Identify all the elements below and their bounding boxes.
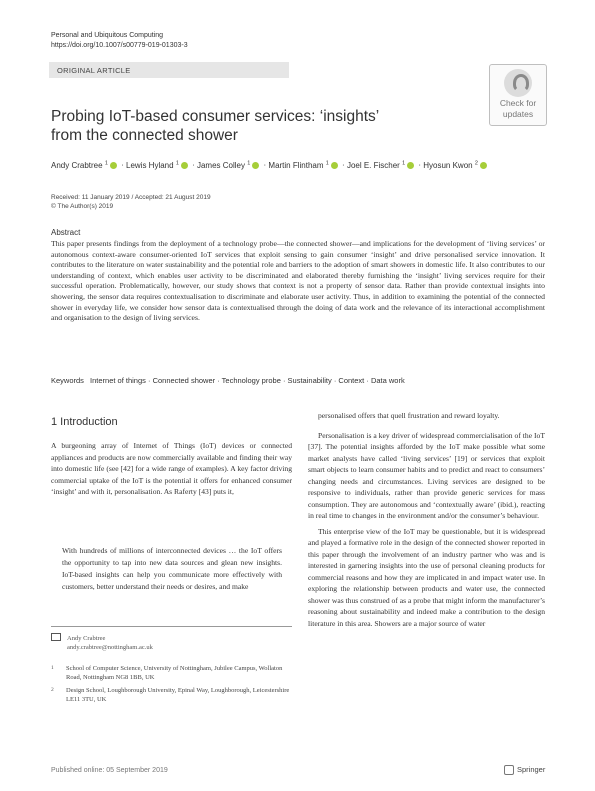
check-label-2: updates — [502, 109, 534, 119]
paper-title — [51, 107, 481, 145]
received-accepted: Received: 11 January 2019 / Accepted: 21 August 2019 — [51, 194, 211, 201]
affiliation: 2 Design School, Loughborough University, Epinal Way, Loughborough, Leicestershire LE11 3TU, UK — [51, 687, 290, 703]
publication-dates — [51, 193, 211, 211]
author[interactable]: Joel E. Fischer $^1$ — [347, 161, 416, 170]
keyword: Data work — [370, 376, 405, 385]
title-line-2: from the connected shower — [51, 127, 238, 144]
keyword: Technology probe — [221, 376, 281, 385]
quote-continuation: personalised offers that quell frustration and reward loyalty. — [318, 411, 500, 420]
keywords: Keywords Internet of things · Connected shower · Technology probe · Sustainability · Context · Data work — [51, 376, 405, 385]
doi-link[interactable]: https://doi.org/10.1007/s00779-019-01303-3 — [51, 42, 188, 49]
journal-name: Personal and Ubiquitous Computing — [51, 32, 164, 39]
author-list: Andy Crabtree $^1$ · Lewis Hyland $^1$ · James Colley $^1$ · Martin Flintham $^1$ · Joel E. Fischer $^1$ · Hyosun Kwon $^2$ — [51, 160, 551, 170]
paragraph: This enterprise view of the IoT may be questionable, but it is widespread and played a formative role in the design of the connected shower reported in this paper through the involvement of an industry partner who was and is interested in garnering insights into the use of personal cleaning products for commercial reasons and how they are implicated in and impact water use. In exploring the relationship between products and water use, the connected shower was thus construed of as a probe that might inform the manufacturer’s reasoning about sustainability and indeed make a contribution to the design literature in this area. Showers are a major source of water — [308, 526, 545, 628]
orcid-icon[interactable] — [252, 162, 259, 169]
correspondence-email[interactable]: andy.crabtree@nottingham.ac.uk — [67, 644, 153, 651]
abstract-heading: Abstract — [51, 228, 81, 237]
right-column — [308, 410, 545, 629]
author[interactable]: James Colley $^1$ — [197, 161, 261, 170]
intro-paragraph: A burgeoning array of Internet of Things (IoT) devices or connected appliances and products are now commercially available and finding their way into domestic life (see [42] for a wide range of examples). A key factor driving commercial uptake of the IoT is the potential it offers for enhanced consumer ‘insight’ and with it, personalisation. As Raferty [43] puts it, — [51, 441, 292, 496]
orcid-icon[interactable] — [331, 162, 338, 169]
block-quote: With hundreds of millions of interconnected devices … the IoT offers the opportunity to tap into new data sources and glean new insights. IoT-based insights can help you communicate more effectively with customers, better understand their needs or desires, and make — [62, 546, 282, 591]
author[interactable]: Hyosun Kwon $^2$ — [423, 161, 489, 170]
envelope-icon — [51, 633, 61, 641]
orcid-icon[interactable] — [110, 162, 117, 169]
keyword: Connected shower — [152, 376, 216, 385]
affiliation: 1 School of Computer Science, University of Nottingham, Jubilee Campus, Wollaton Road, Nottingham NG8 1BB, UK — [51, 665, 283, 681]
title-line-1: Probing IoT-based consumer services: ‘insights’ — [51, 108, 380, 125]
orcid-icon[interactable] — [480, 162, 487, 169]
bookmark-icon — [504, 69, 532, 97]
section-heading: 1 Introduction — [51, 416, 118, 428]
keyword: Internet of things — [90, 376, 146, 385]
keyword: Context — [338, 376, 365, 385]
springer-horse-icon — [504, 765, 514, 775]
orcid-icon[interactable] — [181, 162, 188, 169]
abstract-text: This paper presents findings from the deployment of a technology probe—the connected shower—and implications for the development of ‘living services’ or autonomous context-aware consumer-oriented IoT services that exploit sensing to gain consumer ‘insight’ and drive personalised service innovation. It contributes to the literature on water sustainability and the potential role and barriers to the adoption of smart showers in domestic life. It also contributes to our understanding of context, which enables user activity to be discriminated and elaborated thereby furnishing the ‘insight’ living services require for their successful operation. Problematically, however, our study shows that context is not a property of sensor data. Rather than provide contextual insights into showering, the sensor data requires contextualisation to discriminate and elaborate user activity. Thus, in addition to examining the potential of the connected shower in everyday life, we consider how sensor data is contextualised through the doing of data work and the relevance of its interactional accomplishment and organisation to the design of living services. — [51, 239, 545, 323]
keyword: Sustainability — [287, 376, 332, 385]
author[interactable]: Martin Flintham $^1$ — [268, 161, 339, 170]
journal-header — [51, 31, 188, 51]
check-label-1: Check for — [499, 98, 537, 108]
check-for-updates-badge[interactable] — [489, 64, 547, 126]
copyright: © The Author(s) 2019 — [51, 203, 114, 210]
publisher-logo: Springer — [504, 765, 545, 775]
footnote-divider — [51, 626, 292, 627]
article-type-bar — [49, 62, 289, 78]
keywords-label: Keywords — [51, 376, 84, 385]
paragraph: Personalisation is a key driver of widespread commercialisation of the IoT [37]. The potential insights afforded by the IoT make possible what some market analysts have called ‘living services’ [19] or services that exploit smart objects to learn consumer habits and to predict and react to consumers’ changing needs and circumstances. Living services are designed to be responsive to individuals, rather than provide generic services for mass consumption. They are autonomous and ‘contextually aware’ (ibid.), reacting in real time to changes in the environment and/or the consumer’s behaviour. — [308, 430, 545, 520]
author[interactable]: Andy Crabtree $^1$ — [51, 161, 119, 170]
orcid-icon[interactable] — [407, 162, 414, 169]
published-online: Published online: 05 September 2019 — [51, 767, 168, 774]
correspondence — [51, 632, 296, 704]
correspondence-name: Andy Crabtree — [67, 635, 106, 642]
author[interactable]: Lewis Hyland $^1$ — [126, 161, 190, 170]
article-type: ORIGINAL ARTICLE — [57, 66, 131, 75]
